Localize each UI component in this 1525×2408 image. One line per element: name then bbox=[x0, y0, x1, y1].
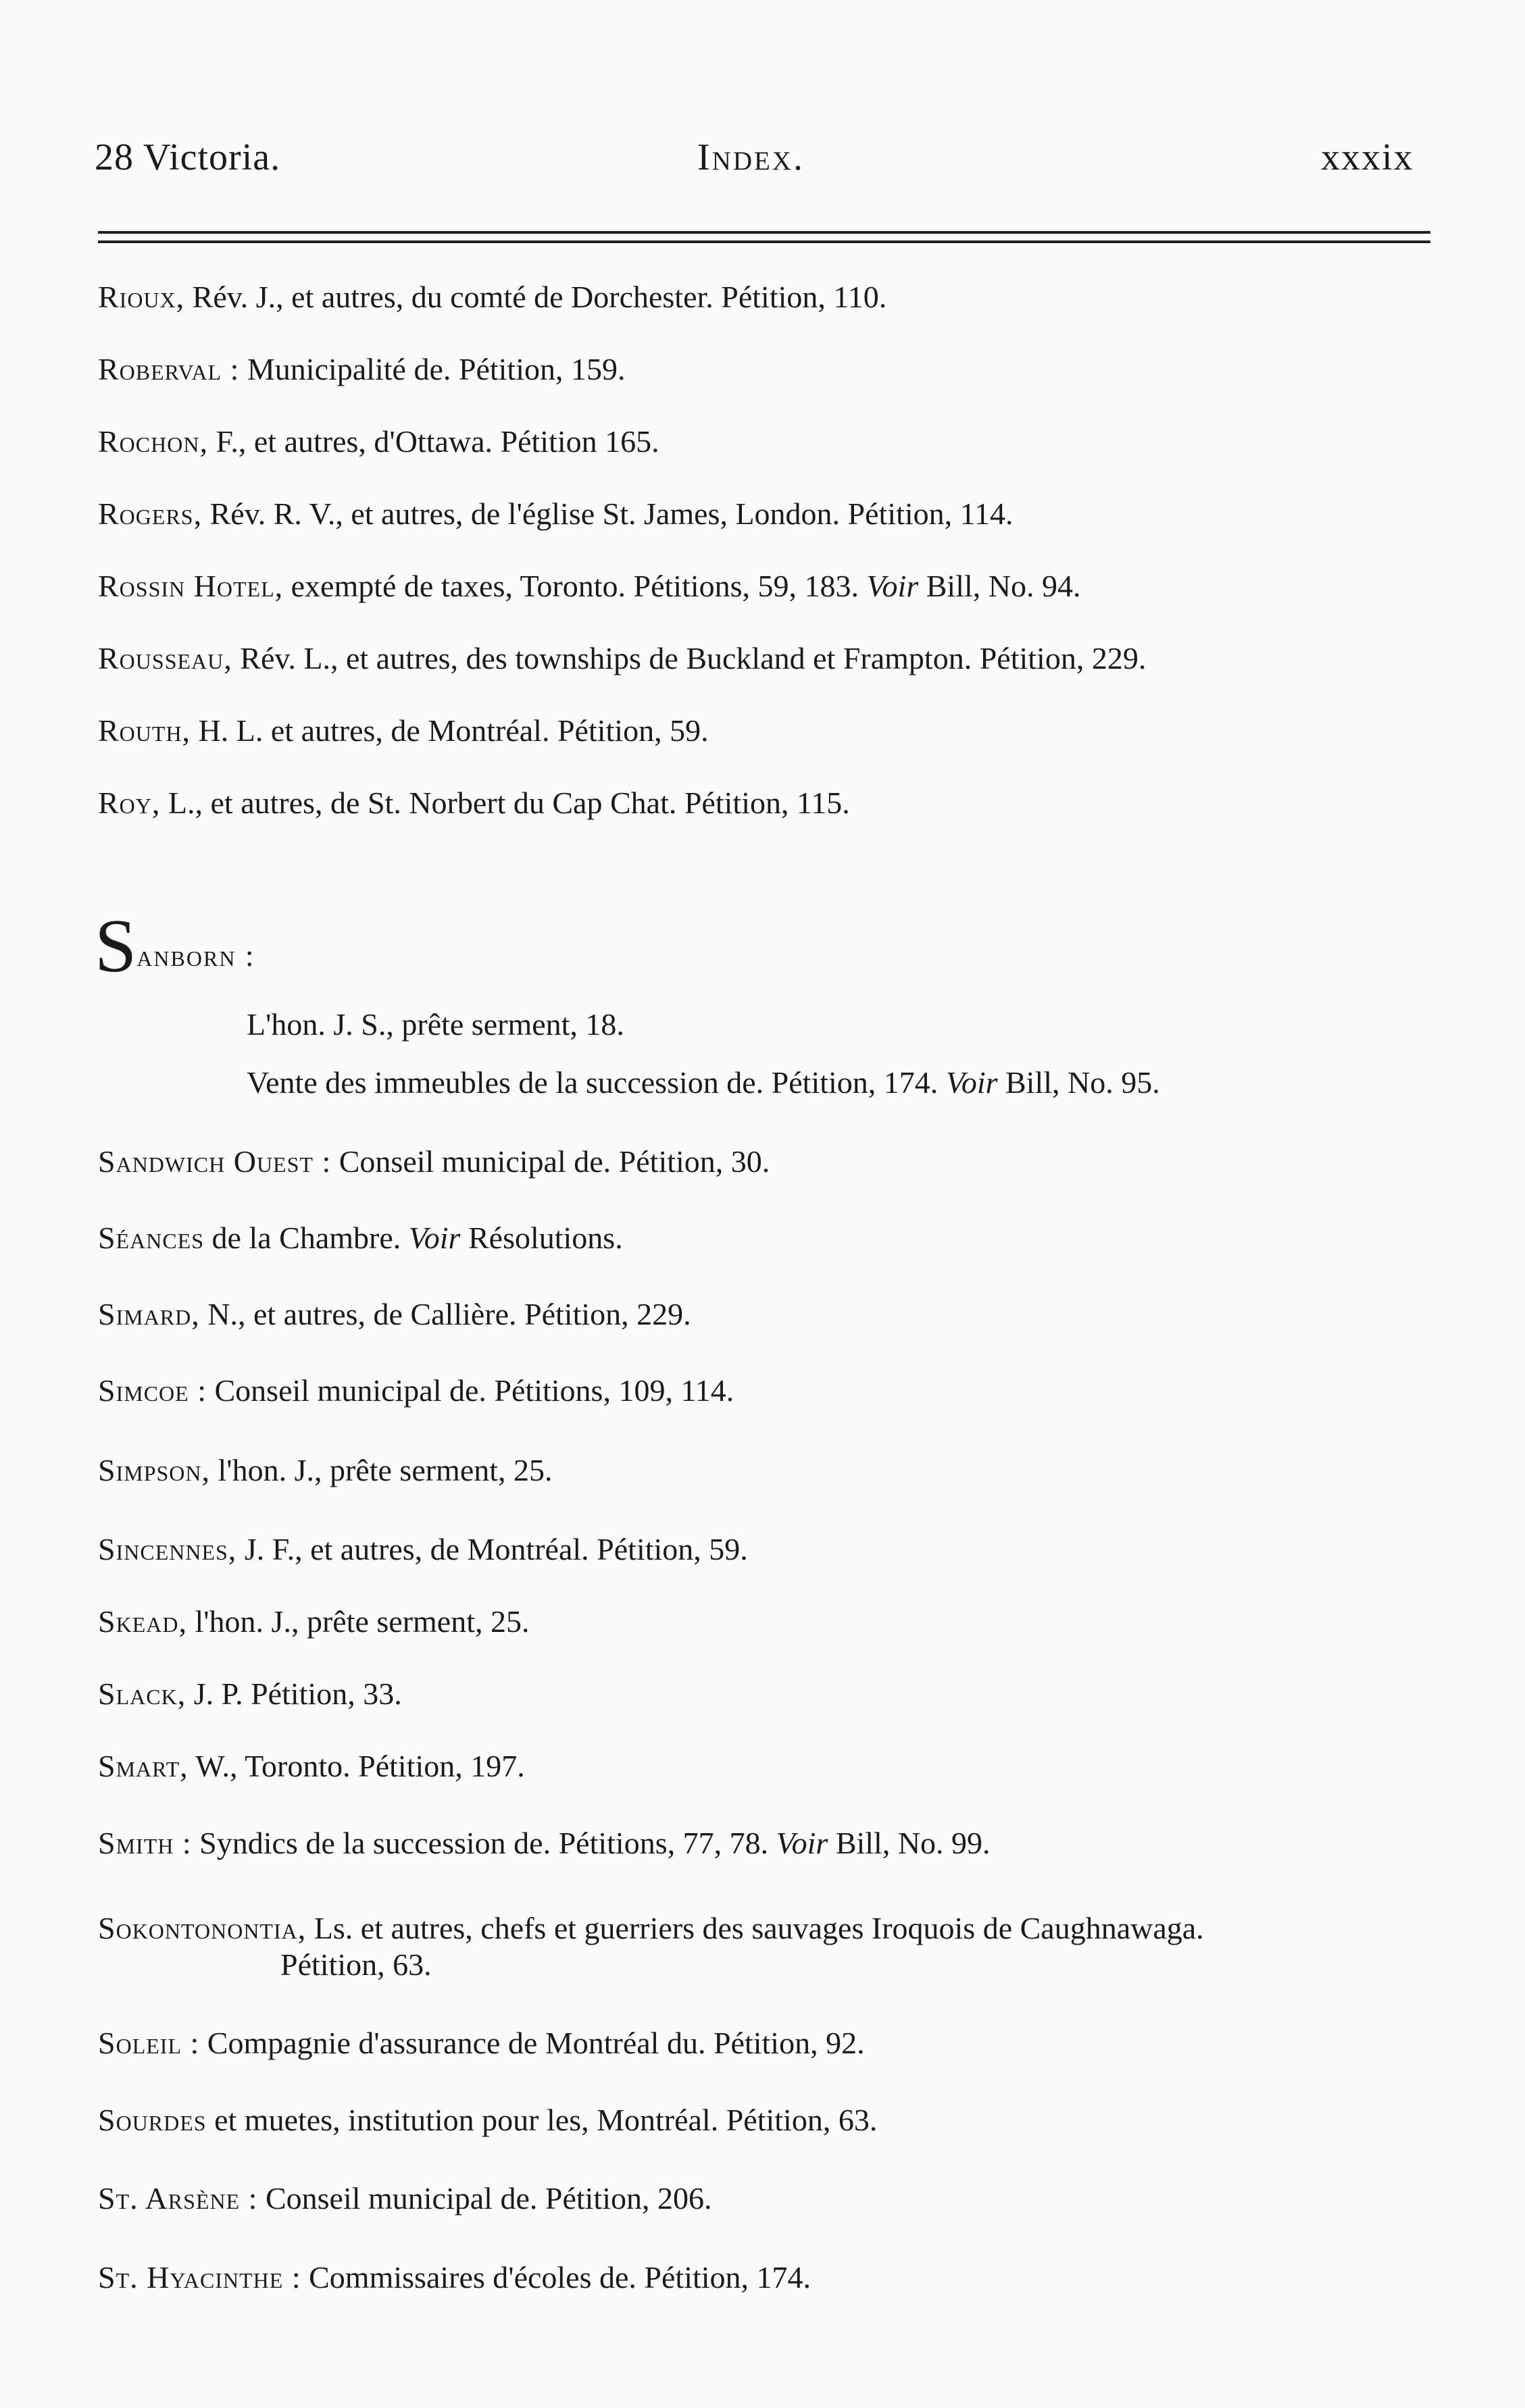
entry-text: Rév. L., et autres, des townships de Buckland et Frampton. Pétition, 229. bbox=[232, 641, 1147, 675]
index-entry bbox=[98, 1220, 1443, 1256]
entry-name: Rossin Hotel, bbox=[98, 569, 284, 603]
entry-text: F., et autres, d'Ottawa. Pétition 165. bbox=[207, 424, 659, 459]
index-entry bbox=[98, 1748, 1443, 1785]
index-entry bbox=[98, 279, 1443, 315]
index-entry bbox=[98, 1604, 1443, 1640]
entry-text: L., et autres, de St. Norbert du Cap Chat. Pétition, 115. bbox=[160, 786, 850, 820]
header-rule-top bbox=[98, 231, 1430, 234]
entry-name: Sincennes, bbox=[98, 1532, 237, 1566]
entry-name: Rioux, bbox=[98, 280, 185, 314]
entry-text: Municipalité de. Pétition, 159. bbox=[239, 352, 626, 386]
index-entry bbox=[98, 424, 1443, 460]
entry-text: W., Toronto. Pétition, 197. bbox=[188, 1749, 525, 1783]
entry-text: l'hon. J., prête serment, 25. bbox=[210, 1453, 553, 1487]
index-entry bbox=[98, 1910, 1443, 1983]
index-entry bbox=[98, 351, 1443, 388]
entry-after: Bill, No. 95. bbox=[997, 1065, 1160, 1100]
entry-name: St. Hyacinthe : bbox=[98, 2260, 301, 2295]
entry-continuation: Pétition, 63. bbox=[280, 1947, 432, 1982]
entry-text: Rév. R. V., et autres, de l'église St. James, London. Pétition, 114. bbox=[202, 496, 1014, 531]
entry-text: de la Chambre. bbox=[204, 1221, 409, 1255]
section-heading-text: anborn : bbox=[136, 938, 255, 973]
entry-voir: Voir bbox=[945, 1065, 998, 1100]
entry-text: exempté de taxes, Toronto. Pétitions, 59, 183. bbox=[283, 569, 867, 603]
section-heading-sanborn bbox=[95, 904, 255, 988]
entry-voir: Voir bbox=[776, 1826, 828, 1860]
entry-text: Ls. et autres, chefs et guerriers des sauvages Iroquois de Caughnawaga. bbox=[306, 1911, 1204, 1945]
entry-name: Simcoe : bbox=[98, 1373, 207, 1408]
entry-name: Rousseau, bbox=[98, 641, 232, 675]
index-entry bbox=[98, 1373, 1443, 1409]
entry-voir: Voir bbox=[866, 569, 919, 603]
index-entry bbox=[98, 2180, 1443, 2217]
entry-name: Sandwich Ouest : bbox=[98, 1144, 332, 1179]
entry-text: Commissaires d'écoles de. Pétition, 174. bbox=[301, 2260, 811, 2295]
sub-entry bbox=[247, 1065, 1160, 1101]
running-header-title: Index. bbox=[697, 136, 805, 178]
entry-text: Rév. J., et autres, du comté de Dorchester. Pétition, 110. bbox=[184, 280, 887, 314]
sub-entry-text: Vente des immeubles de la succession de. Pétition, 174. bbox=[247, 1065, 946, 1100]
index-entry bbox=[98, 2259, 1443, 2296]
entry-name: St. Arsène : bbox=[98, 2181, 258, 2215]
entry-name: Smart, bbox=[98, 1749, 189, 1783]
entry-name: Slack, bbox=[98, 1676, 186, 1711]
entry-text: Syndics de la succession de. Pétitions, 77, 78. bbox=[191, 1826, 776, 1860]
index-entry bbox=[98, 1531, 1443, 1568]
index-entry bbox=[98, 1452, 1443, 1489]
page-number: xxxix bbox=[1321, 136, 1414, 178]
index-entry bbox=[98, 1144, 1443, 1180]
entry-text: H. L. et autres, de Montréal. Pétition, 59. bbox=[191, 713, 709, 748]
entry-name: Roberval : bbox=[98, 352, 240, 386]
entry-text: Conseil municipal de. Pétition, 30. bbox=[331, 1144, 770, 1179]
entry-name: Routh, bbox=[98, 713, 191, 748]
entry-after: Résolutions. bbox=[460, 1221, 623, 1255]
index-entry bbox=[98, 785, 1443, 821]
entry-name: Skead, bbox=[98, 1604, 187, 1639]
entry-text: Conseil municipal de. Pétition, 206. bbox=[257, 2181, 712, 2215]
index-entry bbox=[98, 1676, 1443, 1712]
index-entry bbox=[98, 2102, 1443, 2138]
entry-name: Simard, bbox=[98, 1297, 200, 1331]
index-entry bbox=[98, 2025, 1443, 2061]
index-entry bbox=[98, 1296, 1443, 1333]
entry-name: Rogers, bbox=[98, 496, 203, 531]
entry-name: Rochon, bbox=[98, 424, 208, 459]
entry-text: J. P. Pétition, 33. bbox=[186, 1676, 402, 1711]
entry-name: Smith : bbox=[98, 1826, 192, 1860]
entry-after: Bill, No. 99. bbox=[828, 1826, 991, 1860]
entry-text: N., et autres, de Callière. Pétition, 229. bbox=[199, 1297, 691, 1331]
index-entry bbox=[98, 496, 1443, 532]
entry-text: Compagnie d'assurance de Montréal du. Pétition, 92. bbox=[199, 2026, 865, 2060]
entry-after: Bill, No. 94. bbox=[918, 569, 1081, 603]
entry-text: l'hon. J., prête serment, 25. bbox=[186, 1604, 530, 1639]
index-entry bbox=[98, 1825, 1443, 1862]
entry-text: Conseil municipal de. Pétitions, 109, 114. bbox=[206, 1373, 734, 1408]
header-rule-bottom bbox=[98, 240, 1430, 243]
entry-text: J. F., et autres, de Montréal. Pétition, 59. bbox=[236, 1532, 748, 1566]
entry-voir: Voir bbox=[408, 1221, 461, 1255]
running-header-left: 28 Victoria. bbox=[95, 136, 281, 178]
index-entry bbox=[98, 568, 1443, 605]
entry-name: Séances bbox=[98, 1221, 205, 1255]
index-entry bbox=[98, 640, 1443, 677]
entry-name: Sourdes bbox=[98, 2103, 207, 2137]
index-entry bbox=[98, 713, 1443, 749]
entry-name: Roy, bbox=[98, 786, 161, 820]
entry-name: Soleil : bbox=[98, 2026, 200, 2060]
entry-name: Sokontonontia, bbox=[98, 1911, 307, 1945]
entry-text: et muetes, institution pour les, Montréal. Pétition, 63. bbox=[206, 2103, 878, 2137]
sub-entry: L'hon. J. S., prête serment, 18. bbox=[247, 1007, 624, 1042]
drop-cap: S bbox=[95, 904, 137, 988]
entry-name: Simpson, bbox=[98, 1453, 211, 1487]
